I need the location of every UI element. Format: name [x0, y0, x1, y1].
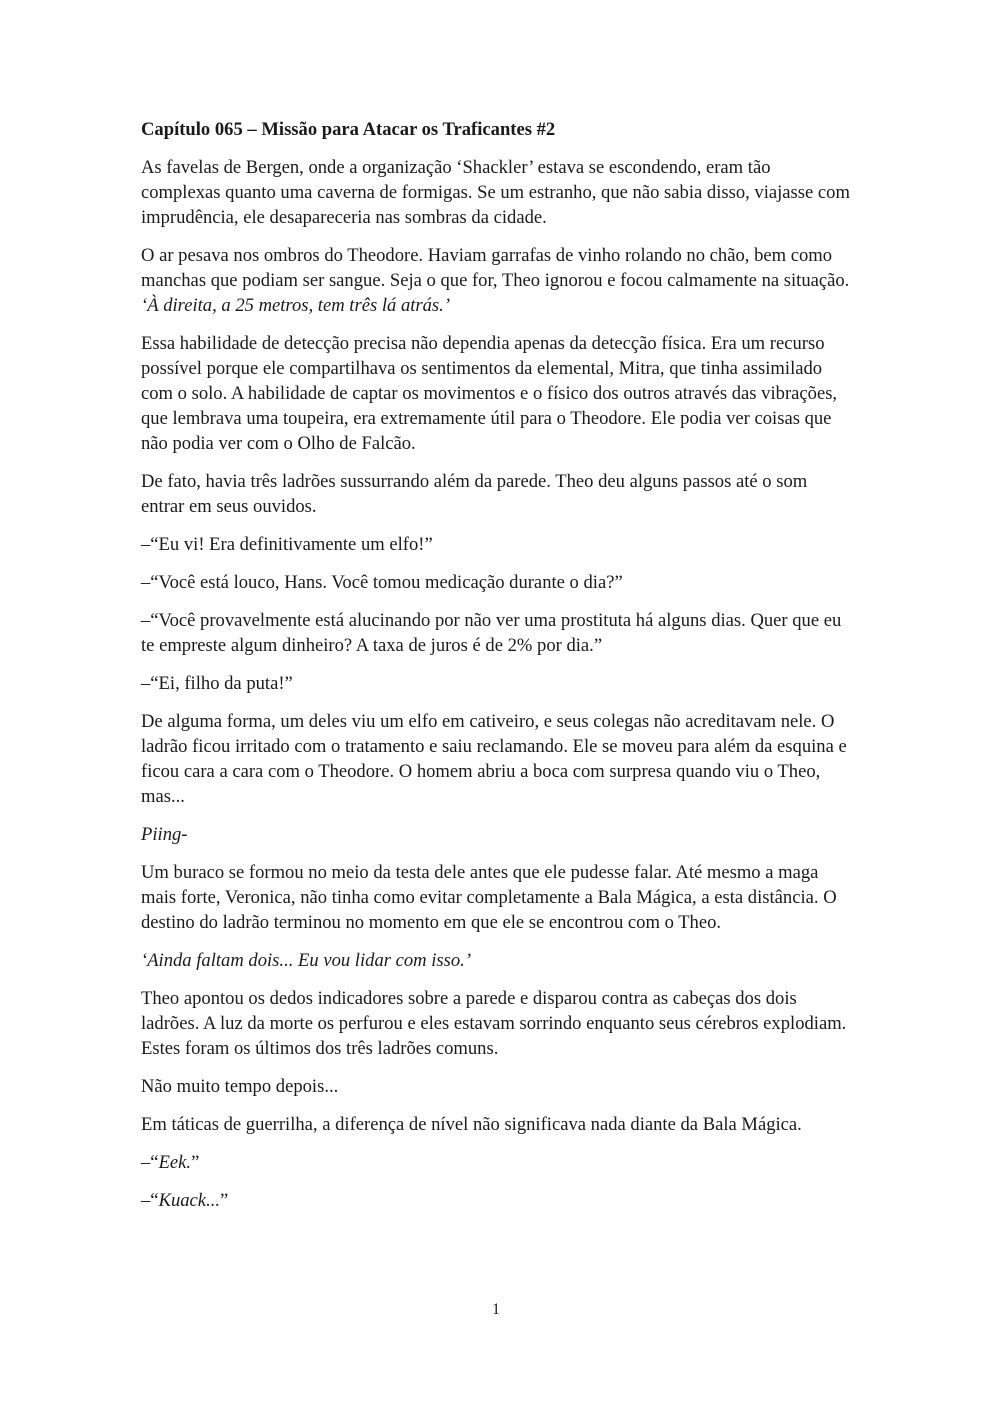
dialogue-line — [141, 1150, 853, 1175]
paragraph: Não muito tempo depois... — [141, 1076, 339, 1097]
dialogue-line: –“Eu vi! Era definitivamente um elfo!” — [141, 534, 433, 555]
paragraph: Um buraco se formou no meio da testa dele antes que ele pudesse falar. Até mesmo a maga mais forte, Veronica, não tinha como evitar completamente a Bala Mágica, a esta distância. O destino do ladrão terminou no momento em que ele se encontrou com o Theo. — [141, 862, 837, 933]
thought-italic: ‘À direita, a 25 metros, tem três lá atrás.’ — [141, 295, 451, 316]
dialogue-open: –“ — [141, 1190, 159, 1211]
dialogue-open: –“ — [141, 1152, 159, 1173]
paragraph: De fato, havia três ladrões sussurrando além da parede. Theo deu alguns passos até o som entrar em seus ouvidos. — [141, 471, 808, 517]
document-body — [141, 117, 853, 1226]
dialogue-close: ” — [220, 1190, 229, 1211]
dialogue-line: –“Ei, filho da puta!” — [141, 673, 293, 694]
paragraph: De alguma forma, um deles viu um elfo em cativeiro, e seus colegas não acreditavam nele. O ladrão ficou irritado com o tratamento e saiu reclamando. Ele se moveu para além da esquina e ficou cara a cara com o Theodore. O homem abriu a boca com surpresa quando viu o Theo, mas... — [141, 711, 847, 807]
thought-line: ‘Ainda faltam dois... Eu vou lidar com isso.’ — [141, 950, 472, 971]
sound-effect: Piing- — [141, 824, 188, 845]
dialogue-line: –“Você está louco, Hans. Você tomou medicação durante o dia?” — [141, 572, 623, 593]
paragraph: Em táticas de guerrilha, a diferença de nível não significava nada diante da Bala Mágica. — [141, 1114, 802, 1135]
dialogue-word: Kuack... — [158, 1190, 221, 1211]
chapter-title: Capítulo 065 – Missão para Atacar os Traficantes #2 — [141, 119, 556, 140]
paragraph: As favelas de Bergen, onde a organização ‘Shackler’ estava se escondendo, eram tão complexas quanto uma caverna de formigas. Se um estranho, que não sabia disso, viajasse com imprudência, ele desapareceria nas sombras da cidade. — [141, 157, 850, 228]
dialogue-line: –“Você provavelmente está alucinando por não ver uma prostituta há alguns dias. Quer que eu te empreste algum dinheiro? A taxa de juros é de 2% por dia.” — [141, 610, 842, 656]
dialogue-close: ” — [191, 1152, 200, 1173]
dialogue-line — [141, 1188, 853, 1213]
paragraph — [141, 243, 853, 318]
dialogue-word: Eek. — [158, 1152, 192, 1173]
paragraph: Theo apontou os dedos indicadores sobre a parede e disparou contra as cabeças dos dois ladrões. A luz da morte os perfurou e eles estavam sorrindo enquanto seus cérebros explodiam. Estes foram os últimos dos três ladrões comuns. — [141, 988, 847, 1059]
paragraph-text: O ar pesava nos ombros do Theodore. Haviam garrafas de vinho rolando no chão, bem como manchas que podiam ser sangue. Seja o que for, Theo ignorou e focou calmamente na situação. — [141, 245, 850, 291]
paragraph: Essa habilidade de detecção precisa não dependia apenas da detecção física. Era um recurso possível porque ele compartilhava os sentimentos da elemental, Mitra, que tinha assimilado com o solo. A habilidade de captar os movimentos e o físico dos outros através das vibrações, que lembrava uma toupeira, era extremamente útil para o Theodore. Ele podia ver coisas que não podia ver com o Olho de Falcão. — [141, 333, 838, 454]
page-number: 1 — [492, 1301, 500, 1318]
